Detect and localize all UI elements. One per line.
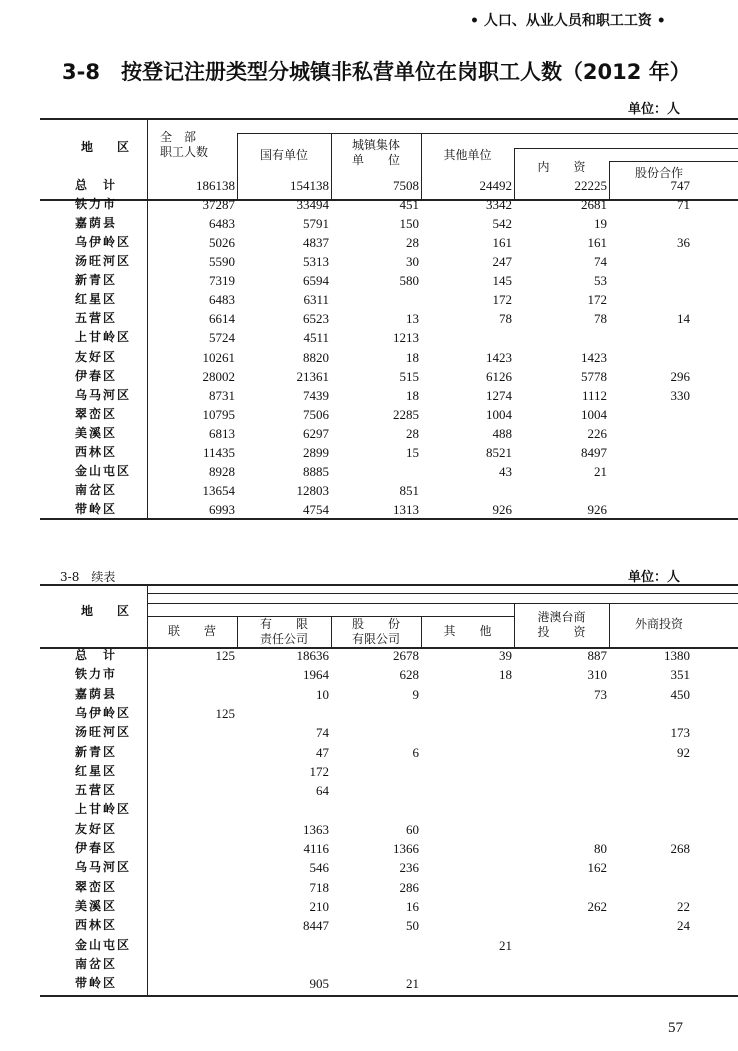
cell-value: 296: [670, 368, 690, 384]
cell-value: 80: [594, 841, 607, 856]
cell-value: 542: [492, 216, 512, 232]
table-row: [55, 462, 738, 481]
cell-value: 16: [406, 898, 419, 914]
cell-value: 24492: [479, 178, 512, 193]
table-row: [55, 897, 738, 916]
cell-value: 1004: [486, 406, 512, 422]
cell-value: 7508: [393, 178, 419, 193]
region-name: 新青区: [75, 273, 118, 288]
table-2-caption: 3-8 续表: [60, 570, 116, 584]
header-domestic: 内 资: [537, 160, 586, 174]
region-name: 南岔区: [75, 482, 118, 497]
cell-value: 6813: [209, 425, 235, 441]
cell-value: 851: [399, 482, 419, 498]
cell-value: 926: [492, 502, 512, 518]
cell-value: 515: [399, 368, 419, 384]
cell-value: 351: [670, 667, 690, 683]
region-name: 美溪区: [75, 425, 118, 440]
region-name: 嘉荫县: [75, 686, 118, 701]
cell-value: 78: [594, 311, 607, 327]
cell-value: 18: [406, 387, 419, 403]
cell-value: 4754: [303, 502, 329, 518]
region-name: 汤旺河区: [75, 725, 132, 740]
table-row: [55, 762, 738, 781]
table-row: [55, 386, 738, 405]
cell-value: 28: [406, 425, 419, 441]
table-row: [55, 743, 738, 762]
cell-value: 15: [406, 444, 419, 460]
cell-value: 488: [492, 425, 512, 441]
cell-value: 8447: [303, 918, 329, 934]
cell-value: 162: [587, 860, 607, 876]
cell-value: 4511: [303, 330, 329, 346]
cell-value: 125: [215, 648, 235, 663]
region-name: 美溪区: [75, 898, 118, 913]
cell-value: 161: [492, 235, 512, 251]
table-row: [55, 685, 738, 704]
region-name: 乌马河区: [75, 387, 132, 402]
cell-value: 125: [215, 705, 235, 721]
region-name: 新青区: [75, 744, 118, 759]
table-row: [55, 405, 738, 424]
table-row: [55, 328, 738, 347]
region-name: 友好区: [75, 349, 118, 364]
table-row: [55, 367, 738, 386]
cell-value: 74: [316, 725, 329, 741]
cell-value: 7439: [303, 387, 329, 403]
table-row: [55, 704, 738, 723]
cell-value: 310: [587, 667, 607, 683]
cell-value: 145: [492, 273, 512, 289]
cell-value: 5791: [303, 216, 329, 232]
cell-value: 30: [406, 254, 419, 270]
cell-value: 150: [399, 216, 419, 232]
cell-value: 546: [309, 860, 329, 876]
region-name: 总 计: [75, 648, 118, 662]
page-number: 57: [668, 1020, 683, 1036]
cell-value: 1366: [393, 841, 419, 856]
table-row: [55, 936, 738, 955]
cell-value: 21: [499, 937, 512, 953]
table-row: [55, 348, 738, 367]
region-name: 西林区: [75, 444, 118, 459]
cell-value: 24: [677, 918, 690, 934]
table-row: [55, 878, 738, 897]
cell-value: 236: [399, 860, 419, 876]
cell-value: 8497: [581, 444, 607, 460]
cell-value: 747: [670, 178, 690, 193]
cell-value: 8521: [486, 444, 512, 460]
header-region: 地 区: [80, 140, 129, 154]
region-name: 乌伊岭区: [75, 705, 132, 720]
cell-value: 71: [677, 197, 690, 213]
cell-value: 173: [670, 725, 690, 741]
region-name: 金山屯区: [75, 937, 132, 952]
cell-value: 172: [587, 292, 607, 308]
cell-value: 6523: [303, 311, 329, 327]
cell-value: 628: [399, 667, 419, 683]
table-row: [55, 176, 738, 195]
cell-value: 5313: [303, 254, 329, 270]
region-name: 红星区: [75, 292, 118, 307]
region-name: 嘉荫县: [75, 216, 118, 231]
region-name: 西林区: [75, 918, 118, 933]
cell-value: 172: [492, 292, 512, 308]
cell-value: 1423: [581, 349, 607, 365]
cell-value: 210: [309, 898, 329, 914]
region-name: 红星区: [75, 763, 118, 778]
cell-value: 21: [594, 463, 607, 479]
table-row: [55, 290, 738, 309]
cell-value: 4116: [303, 841, 329, 856]
cell-value: 926: [587, 502, 607, 518]
cell-value: 12803: [296, 482, 329, 498]
region-name: 带岭区: [75, 976, 118, 991]
cell-value: 718: [309, 879, 329, 895]
region-name: 伊春区: [75, 841, 118, 855]
cell-value: 2285: [393, 406, 419, 422]
cell-value: 1964: [303, 667, 329, 683]
table-row: [55, 252, 738, 271]
cell-value: 21: [406, 976, 419, 992]
cell-value: 22: [677, 898, 690, 914]
cell-value: 6594: [303, 273, 329, 289]
table-row: [55, 665, 738, 684]
table-row: [55, 916, 738, 935]
cell-value: 5590: [209, 254, 235, 270]
cell-value: 9: [412, 686, 419, 702]
cell-value: 53: [594, 273, 607, 289]
cell-value: 1112: [581, 387, 607, 403]
cell-value: 50: [406, 918, 419, 934]
header-other: 其他单位: [443, 148, 492, 162]
cell-value: 286: [399, 879, 419, 895]
region-name: 汤旺河区: [75, 254, 132, 269]
cell-value: 4837: [303, 235, 329, 251]
cell-value: 247: [492, 254, 512, 270]
table-row: [55, 781, 738, 800]
cell-value: 3342: [486, 197, 512, 213]
cell-value: 1313: [393, 502, 419, 518]
header-region-2: 地 区: [80, 604, 129, 618]
cell-value: 6483: [209, 292, 235, 308]
cell-value: 1363: [303, 821, 329, 837]
header-other-2: 其 他: [443, 624, 492, 638]
table-row: [55, 443, 738, 462]
cell-value: 60: [406, 821, 419, 837]
region-name: 伊春区: [75, 368, 118, 383]
cell-value: 78: [499, 311, 512, 327]
table-row: [55, 500, 738, 519]
region-name: 南岔区: [75, 956, 118, 971]
cell-value: 33494: [296, 197, 329, 213]
cell-value: 1380: [664, 648, 690, 663]
table-row: [55, 858, 738, 877]
cell-value: 262: [587, 898, 607, 914]
header-collective: 城镇集体 单 位: [351, 138, 400, 167]
cell-value: 73: [594, 686, 607, 702]
cell-value: 21361: [296, 368, 329, 384]
cell-value: 2681: [581, 197, 607, 213]
region-name: 上甘岭区: [75, 330, 132, 345]
table-row: [55, 233, 738, 252]
cell-value: 1004: [581, 406, 607, 422]
region-name: 五营区: [75, 783, 118, 798]
cell-value: 39: [499, 648, 512, 663]
cell-value: 5026: [209, 235, 235, 251]
table-row: [55, 309, 738, 328]
table-row: [55, 839, 738, 858]
cell-value: 1423: [486, 349, 512, 365]
region-name: 带岭区: [75, 502, 118, 517]
region-name: 五营区: [75, 311, 118, 326]
region-name: 总 计: [75, 178, 118, 192]
cell-value: 186138: [196, 178, 235, 193]
cell-value: 10: [316, 686, 329, 702]
table-row: [55, 424, 738, 443]
cell-value: 19: [594, 216, 607, 232]
header-total: 全 部 职工人数: [160, 130, 209, 159]
region-name: 友好区: [75, 821, 118, 836]
cell-value: 14: [677, 311, 690, 327]
cell-value: 268: [670, 841, 690, 856]
region-name: 金山屯区: [75, 463, 132, 478]
page-title: 3-8 按登记注册类型分城镇非私营单位在岗职工人数（2012 年）: [62, 60, 691, 84]
cell-value: 6: [412, 744, 419, 760]
region-name: 乌伊岭区: [75, 235, 132, 250]
cell-value: 450: [670, 686, 690, 702]
cell-value: 11435: [202, 444, 235, 460]
header-hmt: 港澳台商 投 资: [537, 610, 586, 639]
table-row: [55, 646, 738, 665]
cell-value: 18: [499, 667, 512, 683]
cell-value: 43: [499, 463, 512, 479]
cell-value: 887: [587, 648, 607, 663]
cell-value: 580: [399, 273, 419, 289]
cell-value: 18: [406, 349, 419, 365]
cell-value: 37287: [202, 197, 235, 213]
cell-value: 154138: [290, 178, 329, 193]
table-row: [55, 723, 738, 742]
cell-value: 5724: [209, 330, 235, 346]
cell-value: 36: [677, 235, 690, 251]
cell-value: 1213: [393, 330, 419, 346]
unit-label: 单位：人: [628, 102, 681, 117]
cell-value: 13654: [202, 482, 235, 498]
cell-value: 6297: [303, 425, 329, 441]
cell-value: 330: [670, 387, 690, 403]
running-title: • 人口、从业人员和职工工资 •: [470, 13, 666, 29]
cell-value: 64: [316, 783, 329, 799]
cell-value: 74: [594, 254, 607, 270]
region-name: 翠峦区: [75, 879, 118, 894]
cell-value: 161: [587, 235, 607, 251]
cell-value: 8820: [303, 349, 329, 365]
table-2-unit: 单位：人: [628, 570, 681, 585]
cell-value: 1274: [486, 387, 512, 403]
table-row: [55, 820, 738, 839]
table-row: [55, 481, 738, 500]
header-joint-coop: 股份合作: [634, 166, 683, 180]
header-stock: 股 份 有限公司: [351, 617, 400, 646]
cell-value: 905: [309, 976, 329, 992]
table-row: [55, 271, 738, 290]
cell-value: 28002: [202, 368, 235, 384]
cell-value: 6483: [209, 216, 235, 232]
cell-value: 22225: [574, 178, 607, 193]
cell-value: 8928: [209, 463, 235, 479]
region-name: 铁力市: [75, 197, 118, 212]
cell-value: 8885: [303, 463, 329, 479]
table-row: [55, 214, 738, 233]
cell-value: 10261: [202, 349, 235, 365]
cell-value: 172: [309, 763, 329, 779]
region-name: 翠峦区: [75, 406, 118, 421]
cell-value: 451: [399, 197, 419, 213]
table-row: [55, 800, 738, 819]
table-row: [55, 955, 738, 974]
header-joint-op: 联 营: [167, 624, 216, 638]
cell-value: 5778: [581, 368, 607, 384]
cell-value: 18636: [296, 648, 329, 663]
cell-value: 7319: [209, 273, 235, 289]
cell-value: 13: [406, 311, 419, 327]
cell-value: 6311: [303, 292, 329, 308]
cell-value: 7506: [303, 406, 329, 422]
cell-value: 226: [587, 425, 607, 441]
header-llc: 有 限 责任公司: [259, 617, 308, 646]
region-name: 铁力市: [75, 667, 118, 682]
cell-value: 6126: [486, 368, 512, 384]
cell-value: 2678: [393, 648, 419, 663]
cell-value: 28: [406, 235, 419, 251]
region-name: 乌马河区: [75, 860, 132, 875]
cell-value: 6993: [209, 502, 235, 518]
cell-value: 6614: [209, 311, 235, 327]
cell-value: 2899: [303, 444, 329, 460]
region-name: 上甘岭区: [75, 802, 132, 817]
cell-value: 10795: [202, 406, 235, 422]
cell-value: 8731: [209, 387, 235, 403]
cell-value: 92: [677, 744, 690, 760]
header-state: 国有单位: [259, 148, 308, 162]
cell-value: 47: [316, 744, 329, 760]
header-foreign: 外商投资: [634, 617, 683, 631]
table-row: [55, 195, 738, 214]
table-row: [55, 974, 738, 993]
